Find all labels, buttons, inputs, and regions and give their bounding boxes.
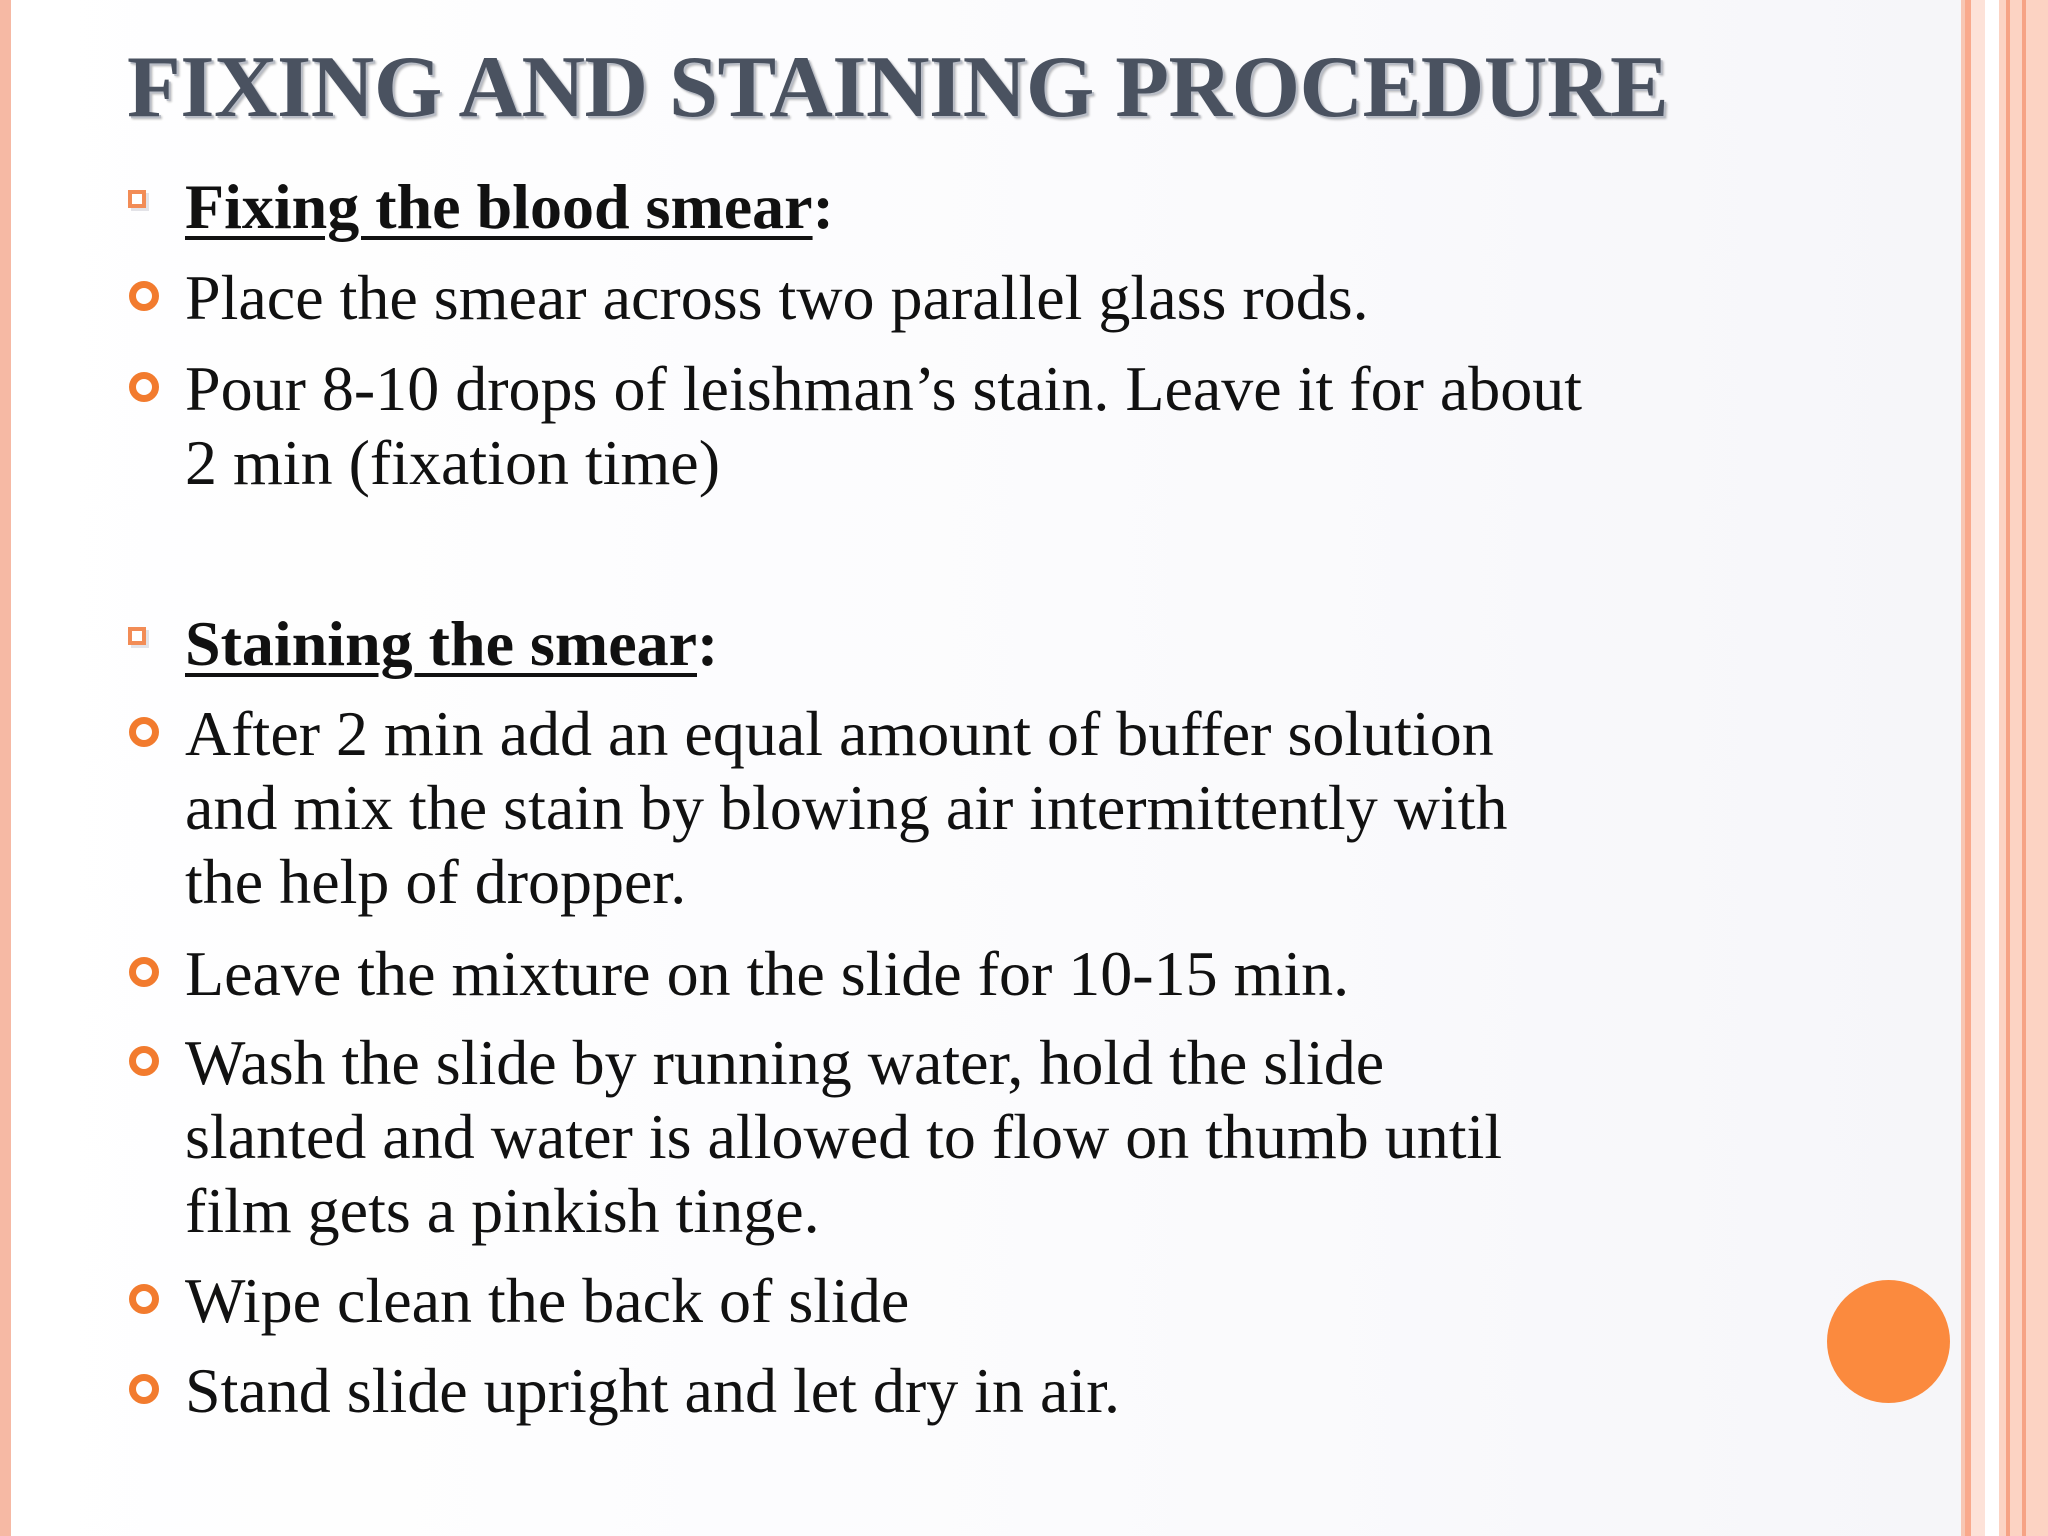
ring-bullet-icon: [129, 1374, 159, 1404]
section-heading-text: Fixing the blood smear:: [185, 171, 834, 242]
list-item-line: the help of dropper.: [185, 846, 687, 917]
right-border-band: [1985, 0, 1999, 1536]
list-item-line: Place the smear across two parallel glass rods.: [185, 262, 1369, 333]
ring-bullet-icon: [129, 1046, 159, 1076]
list-item-line: slanted and water is allowed to flow on thumb until: [185, 1101, 1503, 1172]
ring-bullet-icon: [129, 957, 159, 987]
list-item-line: Pour 8-10 drops of leishman’s stain. Leave it for about: [185, 353, 1583, 424]
list-item-line: film gets a pinkish tinge.: [185, 1175, 820, 1246]
list-item-line: 2 min (fixation time): [185, 427, 720, 498]
ring-bullet-icon: [129, 717, 159, 747]
square-bullet-icon: [128, 627, 146, 645]
right-border-band: [2006, 0, 2010, 1536]
section-heading-text: Staining the smear:: [185, 608, 719, 679]
list-item-line: Wash the slide by running water, hold the slide: [185, 1027, 1385, 1098]
ring-bullet-icon: [129, 1284, 159, 1314]
list-item-line: After 2 min add an equal amount of buffer solution: [185, 698, 1494, 769]
list-item-line: Wipe clean the back of slide: [185, 1265, 910, 1336]
slide-title: FIXING AND STAINING PROCEDURE: [127, 39, 1669, 136]
ring-bullet-icon: [129, 281, 159, 311]
ring-bullet-icon: [129, 372, 159, 402]
right-border-band: [2022, 0, 2026, 1536]
list-item-line: Leave the mixture on the slide for 10-15 min.: [185, 938, 1350, 1009]
square-bullet-icon: [128, 190, 146, 208]
right-border-band: [1971, 0, 1985, 1536]
orange-circle-decoration: [1827, 1280, 1950, 1403]
left-border-stripe: [0, 0, 11, 1536]
list-item-line: Stand slide upright and let dry in air.: [185, 1355, 1120, 1426]
list-item-line: and mix the stain by blowing air intermittently with: [185, 772, 1508, 843]
